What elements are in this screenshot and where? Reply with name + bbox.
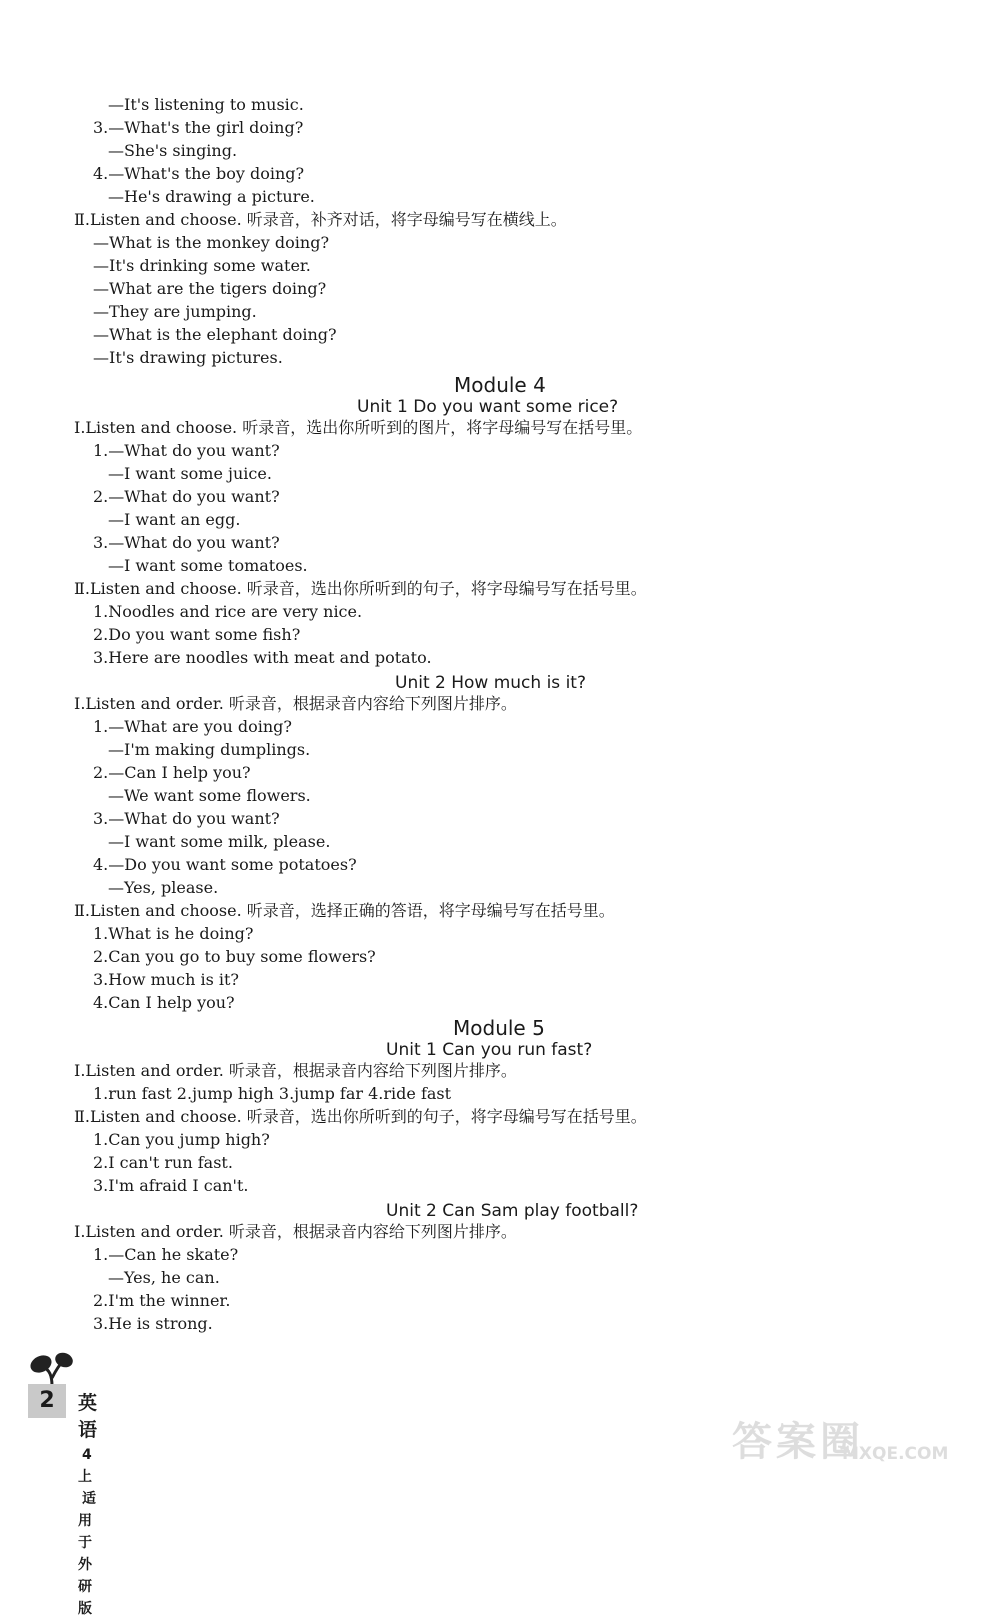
text-line: 2.—What do you want? — [93, 487, 280, 506]
text-line: 2.Do you want some fish? — [93, 625, 301, 644]
unit-heading: Unit 2 Can Sam play football? — [386, 1201, 639, 1221]
exercise-instruction: Ⅱ.Listen and choose. 听录音，补齐对话，将字母编号写在横线上。 — [74, 210, 567, 229]
text-line: —They are jumping. — [93, 302, 257, 321]
subject-label: 英语 — [78, 1392, 98, 1441]
text-line: 1.—Can he skate? — [93, 1245, 239, 1264]
watermark-url: MXQE.COM — [842, 1444, 949, 1464]
text-line: 1.—What do you want? — [93, 441, 280, 460]
text-line: 3.How much is it? — [93, 970, 239, 989]
text-line: 3.I'm afraid I can't. — [93, 1176, 249, 1195]
text-line: 4.—Do you want some potatoes? — [93, 855, 357, 874]
exercise-instruction: Ⅰ.Listen and order. 听录音，根据录音内容给下列图片排序。 — [74, 1222, 517, 1241]
text-line: 4.—What's the boy doing? — [93, 164, 305, 183]
text-line: 2.—Can I help you? — [93, 763, 251, 782]
module-heading: Module 4 — [454, 373, 546, 397]
text-line: 1.What is he doing? — [93, 924, 254, 943]
text-line: —What is the elephant doing? — [93, 325, 337, 344]
text-line: —I want an egg. — [108, 510, 241, 529]
edition-label: 适用于外研版 — [78, 1491, 96, 1617]
unit-heading: Unit 2 How much is it? — [395, 673, 586, 693]
text-line: 3.He is strong. — [93, 1314, 213, 1333]
text-line: 1.Can you jump high? — [93, 1130, 270, 1149]
text-line: 3.—What do you want? — [93, 809, 280, 828]
grade-label: 4上 — [78, 1447, 92, 1485]
exercise-instruction: Ⅱ.Listen and choose. 听录音，选出你所听到的句子，将字母编号写在括号里。 — [74, 579, 647, 598]
unit-heading: Unit 1 Do you want some rice? — [357, 397, 619, 417]
watermark-logo-text: 答案圈 — [732, 1419, 864, 1465]
text-line: —She's singing. — [108, 141, 238, 160]
text-line: —I want some juice. — [108, 464, 272, 483]
site-watermark — [732, 1410, 982, 1464]
page-number: 2 — [28, 1384, 66, 1418]
text-line: 3.—What do you want? — [93, 533, 280, 552]
text-line: —What is the monkey doing? — [93, 233, 330, 252]
text-line: —He's drawing a picture. — [108, 187, 315, 206]
text-line: 2.I can't run fast. — [93, 1153, 233, 1172]
text-line: 3.Here are noodles with meat and potato. — [93, 648, 432, 667]
text-line: 1.run fast 2.jump high 3.jump far 4.ride fast — [93, 1084, 452, 1103]
text-line: 1.Noodles and rice are very nice. — [93, 602, 363, 621]
text-line: 3.—What's the girl doing? — [93, 118, 304, 137]
book-title — [78, 1388, 97, 1618]
exercise-instruction: Ⅱ.Listen and choose. 听录音，选择正确的答语，将字母编号写在括号里。 — [74, 901, 615, 920]
exercise-instruction: Ⅰ.Listen and order. 听录音，根据录音内容给下列图片排序。 — [74, 1061, 517, 1080]
text-line: —We want some flowers. — [108, 786, 311, 805]
exercise-instruction: Ⅰ.Listen and order. 听录音，根据录音内容给下列图片排序。 — [74, 694, 517, 713]
exercise-instruction: Ⅱ.Listen and choose. 听录音，选出你所听到的句子，将字母编号写在括号里。 — [74, 1107, 647, 1126]
text-line: —I want some tomatoes. — [108, 556, 308, 575]
leaf-sprout-icon — [28, 1348, 78, 1388]
text-line: 2.Can you go to buy some flowers? — [93, 947, 376, 966]
exercise-instruction: Ⅰ.Listen and choose. 听录音，选出你所听到的图片，将字母编号写在括号里。 — [74, 418, 643, 437]
text-line: —It's listening to music. — [108, 95, 304, 114]
text-line: —It's drawing pictures. — [93, 348, 283, 367]
text-line: 1.—What are you doing? — [93, 717, 292, 736]
text-line: —I'm making dumplings. — [108, 740, 311, 759]
text-line: —Yes, please. — [108, 878, 219, 897]
text-line: —I want some milk, please. — [108, 832, 331, 851]
text-line: 4.Can I help you? — [93, 993, 235, 1012]
text-line: —Yes, he can. — [108, 1268, 220, 1287]
unit-heading: Unit 1 Can you run fast? — [386, 1040, 593, 1060]
text-line: —It's drinking some water. — [93, 256, 311, 275]
text-line: —What are the tigers doing? — [93, 279, 327, 298]
text-line: 2.I'm the winner. — [93, 1291, 231, 1310]
module-heading: Module 5 — [453, 1016, 545, 1040]
